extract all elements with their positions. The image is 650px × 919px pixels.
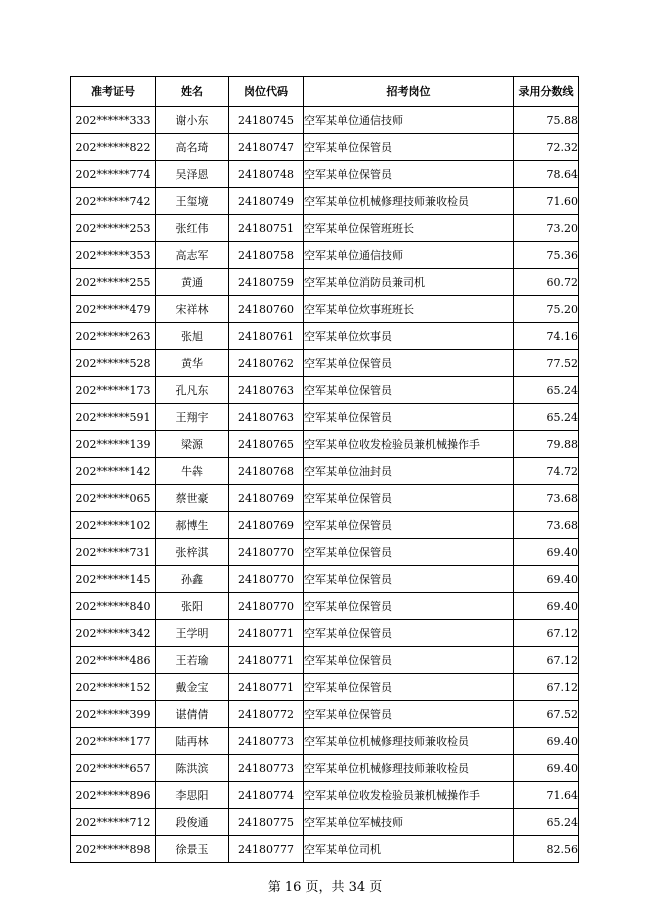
post-code-cell: 24180769	[229, 512, 304, 539]
post-cell: 空军某单位油封员	[304, 458, 514, 485]
post-cell: 空军某单位通信技师	[304, 107, 514, 134]
table-row	[71, 566, 579, 593]
score-cell: 67.52	[514, 701, 579, 728]
exam-id-cell: 202******840	[71, 593, 156, 620]
exam-id-cell: 202******731	[71, 539, 156, 566]
post-code-cell: 24180745	[229, 107, 304, 134]
name-cell: 郝博生	[156, 512, 229, 539]
post-cell: 空军某单位保管员	[304, 674, 514, 701]
table-row	[71, 728, 579, 755]
post-code-cell: 24180777	[229, 836, 304, 863]
post-code-cell: 24180751	[229, 215, 304, 242]
post-cell: 空军某单位保管员	[304, 701, 514, 728]
post-code-cell: 24180773	[229, 755, 304, 782]
exam-id-cell: 202******712	[71, 809, 156, 836]
name-cell: 徐景玉	[156, 836, 229, 863]
exam-id-cell: 202******657	[71, 755, 156, 782]
table-row	[71, 593, 579, 620]
post-cell: 空军某单位保管员	[304, 161, 514, 188]
post-cell: 空军某单位保管员	[304, 485, 514, 512]
score-cell: 74.72	[514, 458, 579, 485]
table-row	[71, 782, 579, 809]
score-cell: 72.32	[514, 134, 579, 161]
exam-id-cell: 202******102	[71, 512, 156, 539]
name-cell: 高名琦	[156, 134, 229, 161]
exam-id-cell: 202******896	[71, 782, 156, 809]
post-cell: 空军某单位收发检验员兼机械操作手	[304, 431, 514, 458]
name-cell: 吴泽恩	[156, 161, 229, 188]
name-cell: 王学明	[156, 620, 229, 647]
table-row	[71, 188, 579, 215]
post-code-cell: 24180770	[229, 593, 304, 620]
exam-id-cell: 202******742	[71, 188, 156, 215]
score-cell: 69.40	[514, 755, 579, 782]
exam-id-cell: 202******353	[71, 242, 156, 269]
score-cell: 69.40	[514, 593, 579, 620]
table-row	[71, 323, 579, 350]
score-cell: 74.16	[514, 323, 579, 350]
header-score: 录用分数线	[514, 77, 579, 107]
score-cell: 75.20	[514, 296, 579, 323]
score-cell: 75.88	[514, 107, 579, 134]
post-code-cell: 24180749	[229, 188, 304, 215]
exam-id-cell: 202******152	[71, 674, 156, 701]
name-cell: 黄华	[156, 350, 229, 377]
score-cell: 71.60	[514, 188, 579, 215]
exam-id-cell: 202******333	[71, 107, 156, 134]
exam-id-cell: 202******142	[71, 458, 156, 485]
post-code-cell: 24180770	[229, 566, 304, 593]
table-row	[71, 647, 579, 674]
post-cell: 空军某单位保管员	[304, 377, 514, 404]
post-code-cell: 24180763	[229, 404, 304, 431]
score-cell: 69.40	[514, 728, 579, 755]
post-code-cell: 24180769	[229, 485, 304, 512]
post-cell: 空军某单位炊事班班长	[304, 296, 514, 323]
name-cell: 张旭	[156, 323, 229, 350]
name-cell: 段俊通	[156, 809, 229, 836]
score-cell: 73.68	[514, 485, 579, 512]
post-code-cell: 24180771	[229, 674, 304, 701]
page-number: 第 16 页，共 34 页	[267, 880, 383, 895]
table-header-row	[71, 77, 579, 107]
table-row	[71, 134, 579, 161]
post-cell: 空军某单位收发检验员兼机械操作手	[304, 782, 514, 809]
post-code-cell: 24180768	[229, 458, 304, 485]
post-code-cell: 24180760	[229, 296, 304, 323]
name-cell: 陆再林	[156, 728, 229, 755]
table-row	[71, 269, 579, 296]
name-cell: 孔凡东	[156, 377, 229, 404]
score-cell: 69.40	[514, 566, 579, 593]
exam-id-cell: 202******528	[71, 350, 156, 377]
name-cell: 谢小东	[156, 107, 229, 134]
post-cell: 空军某单位通信技师	[304, 242, 514, 269]
post-cell: 空军某单位炊事员	[304, 323, 514, 350]
exam-id-cell: 202******173	[71, 377, 156, 404]
table-row	[71, 431, 579, 458]
post-code-cell: 24180758	[229, 242, 304, 269]
exam-id-cell: 202******145	[71, 566, 156, 593]
name-cell: 牛犇	[156, 458, 229, 485]
name-cell: 张阳	[156, 593, 229, 620]
results-table	[70, 76, 579, 863]
post-cell: 空军某单位军械技师	[304, 809, 514, 836]
table-row	[71, 836, 579, 863]
post-code-cell: 24180770	[229, 539, 304, 566]
name-cell: 张梓淇	[156, 539, 229, 566]
exam-id-cell: 202******486	[71, 647, 156, 674]
table-row	[71, 350, 579, 377]
score-cell: 60.72	[514, 269, 579, 296]
post-cell: 空军某单位机械修理技师兼收检员	[304, 188, 514, 215]
table-row	[71, 161, 579, 188]
table-row	[71, 755, 579, 782]
post-code-cell: 24180771	[229, 620, 304, 647]
exam-id-cell: 202******898	[71, 836, 156, 863]
post-code-cell: 24180773	[229, 728, 304, 755]
post-cell: 空军某单位机械修理技师兼收检员	[304, 755, 514, 782]
score-cell: 67.12	[514, 674, 579, 701]
score-cell: 65.24	[514, 809, 579, 836]
name-cell: 戴金宝	[156, 674, 229, 701]
post-cell: 空军某单位保管员	[304, 350, 514, 377]
post-code-cell: 24180761	[229, 323, 304, 350]
post-cell: 空军某单位保管员	[304, 566, 514, 593]
name-cell: 李思阳	[156, 782, 229, 809]
score-cell: 73.68	[514, 512, 579, 539]
score-cell: 82.56	[514, 836, 579, 863]
name-cell: 谌倩倩	[156, 701, 229, 728]
post-code-cell: 24180747	[229, 134, 304, 161]
table-row	[71, 107, 579, 134]
exam-id-cell: 202******139	[71, 431, 156, 458]
exam-id-cell: 202******263	[71, 323, 156, 350]
name-cell: 宋祥林	[156, 296, 229, 323]
table-row	[71, 674, 579, 701]
post-cell: 空军某单位保管员	[304, 512, 514, 539]
score-cell: 65.24	[514, 377, 579, 404]
table-row	[71, 539, 579, 566]
exam-id-cell: 202******774	[71, 161, 156, 188]
post-cell: 空军某单位保管员	[304, 593, 514, 620]
score-cell: 65.24	[514, 404, 579, 431]
exam-id-cell: 202******399	[71, 701, 156, 728]
header-name: 姓名	[156, 77, 229, 107]
post-code-cell: 24180763	[229, 377, 304, 404]
table-row	[71, 242, 579, 269]
post-code-cell: 24180771	[229, 647, 304, 674]
header-post-code: 岗位代码	[229, 77, 304, 107]
post-cell: 空军某单位保管员	[304, 404, 514, 431]
post-code-cell: 24180762	[229, 350, 304, 377]
score-cell: 69.40	[514, 539, 579, 566]
name-cell: 蔡世豪	[156, 485, 229, 512]
name-cell: 高志军	[156, 242, 229, 269]
post-cell: 空军某单位保管班班长	[304, 215, 514, 242]
name-cell: 梁源	[156, 431, 229, 458]
exam-id-cell: 202******065	[71, 485, 156, 512]
post-code-cell: 24180775	[229, 809, 304, 836]
score-cell: 78.64	[514, 161, 579, 188]
post-code-cell: 24180772	[229, 701, 304, 728]
name-cell: 王玺境	[156, 188, 229, 215]
score-cell: 75.36	[514, 242, 579, 269]
score-cell: 73.20	[514, 215, 579, 242]
table-row	[71, 458, 579, 485]
table-row	[71, 404, 579, 431]
score-cell: 67.12	[514, 647, 579, 674]
post-cell: 空军某单位机械修理技师兼收检员	[304, 728, 514, 755]
post-cell: 空军某单位保管员	[304, 539, 514, 566]
post-cell: 空军某单位保管员	[304, 134, 514, 161]
header-post: 招考岗位	[304, 77, 514, 107]
name-cell: 黄通	[156, 269, 229, 296]
table-row	[71, 215, 579, 242]
table-row	[71, 296, 579, 323]
post-code-cell: 24180774	[229, 782, 304, 809]
score-cell: 79.88	[514, 431, 579, 458]
exam-id-cell: 202******342	[71, 620, 156, 647]
exam-id-cell: 202******822	[71, 134, 156, 161]
table-row	[71, 377, 579, 404]
post-cell: 空军某单位保管员	[304, 647, 514, 674]
post-code-cell: 24180748	[229, 161, 304, 188]
table-row	[71, 701, 579, 728]
exam-id-cell: 202******253	[71, 215, 156, 242]
table-row	[71, 512, 579, 539]
name-cell: 王若瑜	[156, 647, 229, 674]
exam-id-cell: 202******479	[71, 296, 156, 323]
post-cell: 空军某单位消防员兼司机	[304, 269, 514, 296]
score-cell: 71.64	[514, 782, 579, 809]
score-cell: 67.12	[514, 620, 579, 647]
post-cell: 空军某单位司机	[304, 836, 514, 863]
score-cell: 77.52	[514, 350, 579, 377]
post-cell: 空军某单位保管员	[304, 620, 514, 647]
header-exam-id: 准考证号	[71, 77, 156, 107]
post-code-cell: 24180759	[229, 269, 304, 296]
table-row	[71, 485, 579, 512]
name-cell: 陈洪滨	[156, 755, 229, 782]
table-row	[71, 809, 579, 836]
name-cell: 张红伟	[156, 215, 229, 242]
exam-id-cell: 202******177	[71, 728, 156, 755]
exam-id-cell: 202******591	[71, 404, 156, 431]
post-code-cell: 24180765	[229, 431, 304, 458]
table-body	[71, 107, 579, 863]
name-cell: 王翔宇	[156, 404, 229, 431]
name-cell: 孙鑫	[156, 566, 229, 593]
exam-id-cell: 202******255	[71, 269, 156, 296]
table-row	[71, 620, 579, 647]
